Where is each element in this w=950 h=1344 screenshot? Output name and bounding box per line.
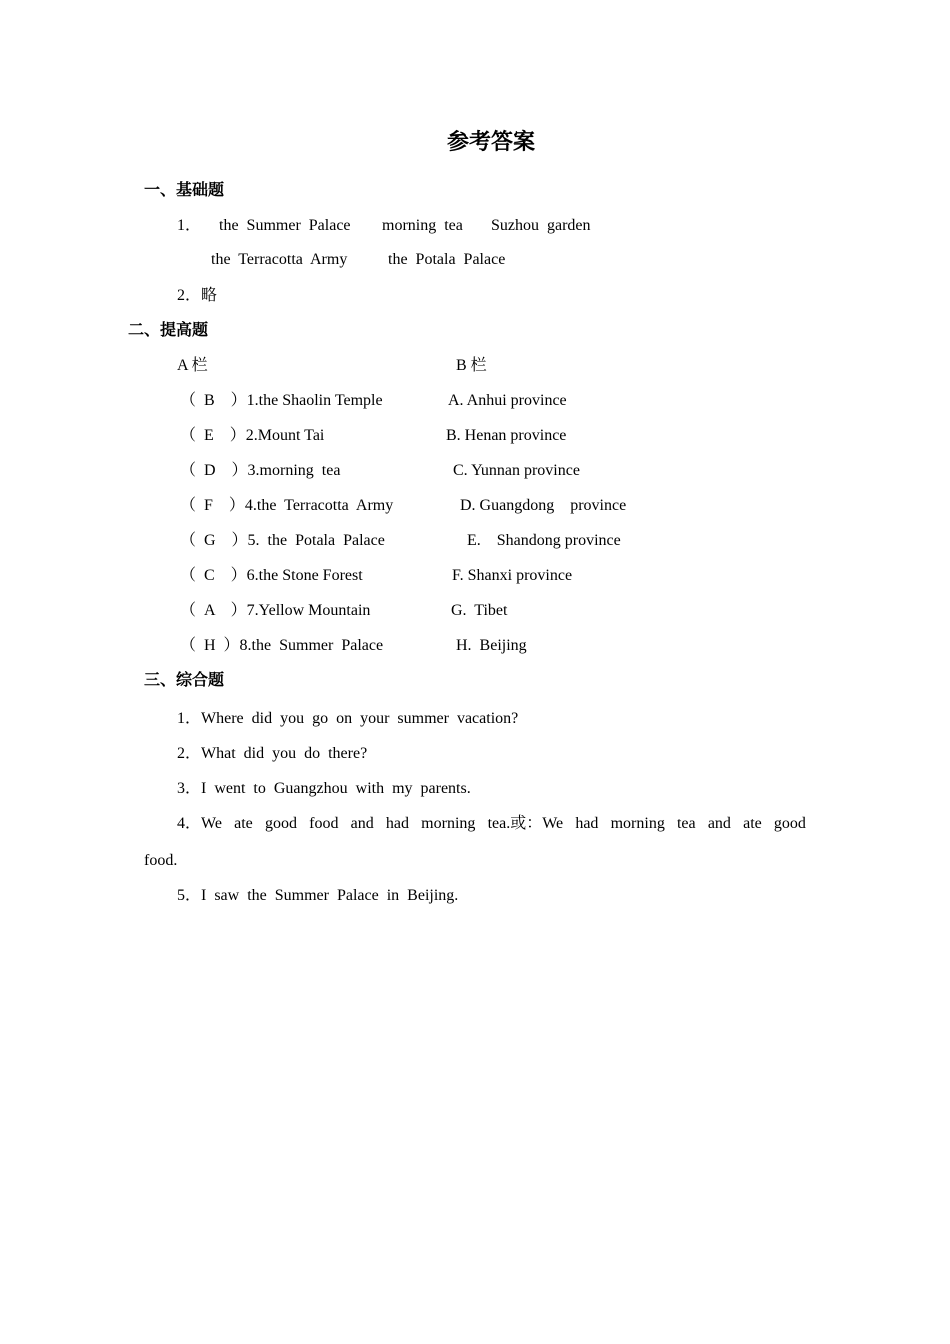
match-answer: （ H ）8.the Summer Palace <box>180 637 384 654</box>
q3-4-continued: food. <box>144 852 178 869</box>
match-option: H. Beijing <box>456 637 527 654</box>
q3-5: 5．I saw the Summer Palace in Beijing. <box>177 887 459 904</box>
q3-4-word: morning <box>421 815 476 832</box>
match-answer: （ E ）2.Mount Tai <box>180 427 325 444</box>
match-answer: （ B ）1.the Shaolin Temple <box>180 392 383 409</box>
match-answer: （ D ）3.morning tea <box>180 462 341 479</box>
q3-2: 2．What did you do there? <box>177 745 368 762</box>
q3-4 <box>177 814 806 834</box>
match-option: A. Anhui province <box>448 392 567 409</box>
match-option: D. Guangdong province <box>460 497 627 514</box>
q3-4-word: and <box>707 815 731 832</box>
match-answer: （ F ）4.the Terracotta Army <box>180 497 394 514</box>
column-a-header: A 栏 <box>177 357 208 374</box>
q2-answer: 2．略 <box>177 287 218 304</box>
section-2-heading: 二、提高题 <box>128 322 209 339</box>
q3-4-word: tea.或：We <box>487 815 564 832</box>
q3-1: 1．Where did you go on your summer vacation? <box>177 710 519 727</box>
section-1-heading: 一、基础题 <box>144 182 225 199</box>
q3-4-word: had <box>575 815 599 832</box>
q3-4-word: morning <box>610 815 665 832</box>
q3-4-word: good <box>773 815 806 832</box>
column-b-header: B 栏 <box>456 357 487 374</box>
section-3-heading: 三、综合题 <box>144 672 225 689</box>
q1-item: morning tea <box>382 217 463 234</box>
q3-3: 3．I went to Guangzhou with my parents. <box>177 780 471 797</box>
q1-item: the Terracotta Army <box>211 251 348 268</box>
q1-item: the Summer Palace <box>219 217 351 234</box>
q1-item: Suzhou garden <box>491 217 591 234</box>
q1-item: the Potala Palace <box>388 251 506 268</box>
q3-4-word: ate <box>234 815 253 832</box>
match-option: C. Yunnan province <box>453 462 580 479</box>
match-option: G. Tibet <box>451 602 508 619</box>
page-title: 参考答案 <box>447 129 536 154</box>
match-option: F. Shanxi province <box>452 567 573 584</box>
match-answer: （ G ）5. the Potala Palace <box>180 532 385 549</box>
q3-4-word: tea <box>676 815 696 832</box>
q3-4-word: and <box>350 815 374 832</box>
q1-number: 1． <box>177 217 202 234</box>
match-option: E. Shandong province <box>467 532 621 549</box>
q3-4-word: good <box>264 815 297 832</box>
match-option: B. Henan province <box>446 427 567 444</box>
match-answer: （ A ）7.Yellow Mountain <box>180 602 371 619</box>
match-answer: （ C ）6.the Stone Forest <box>180 567 363 584</box>
q3-4-word: food <box>309 815 339 832</box>
q3-4-word: had <box>385 815 409 832</box>
q3-4-word: ate <box>743 815 762 832</box>
q3-4-word: 4．We <box>177 815 222 832</box>
